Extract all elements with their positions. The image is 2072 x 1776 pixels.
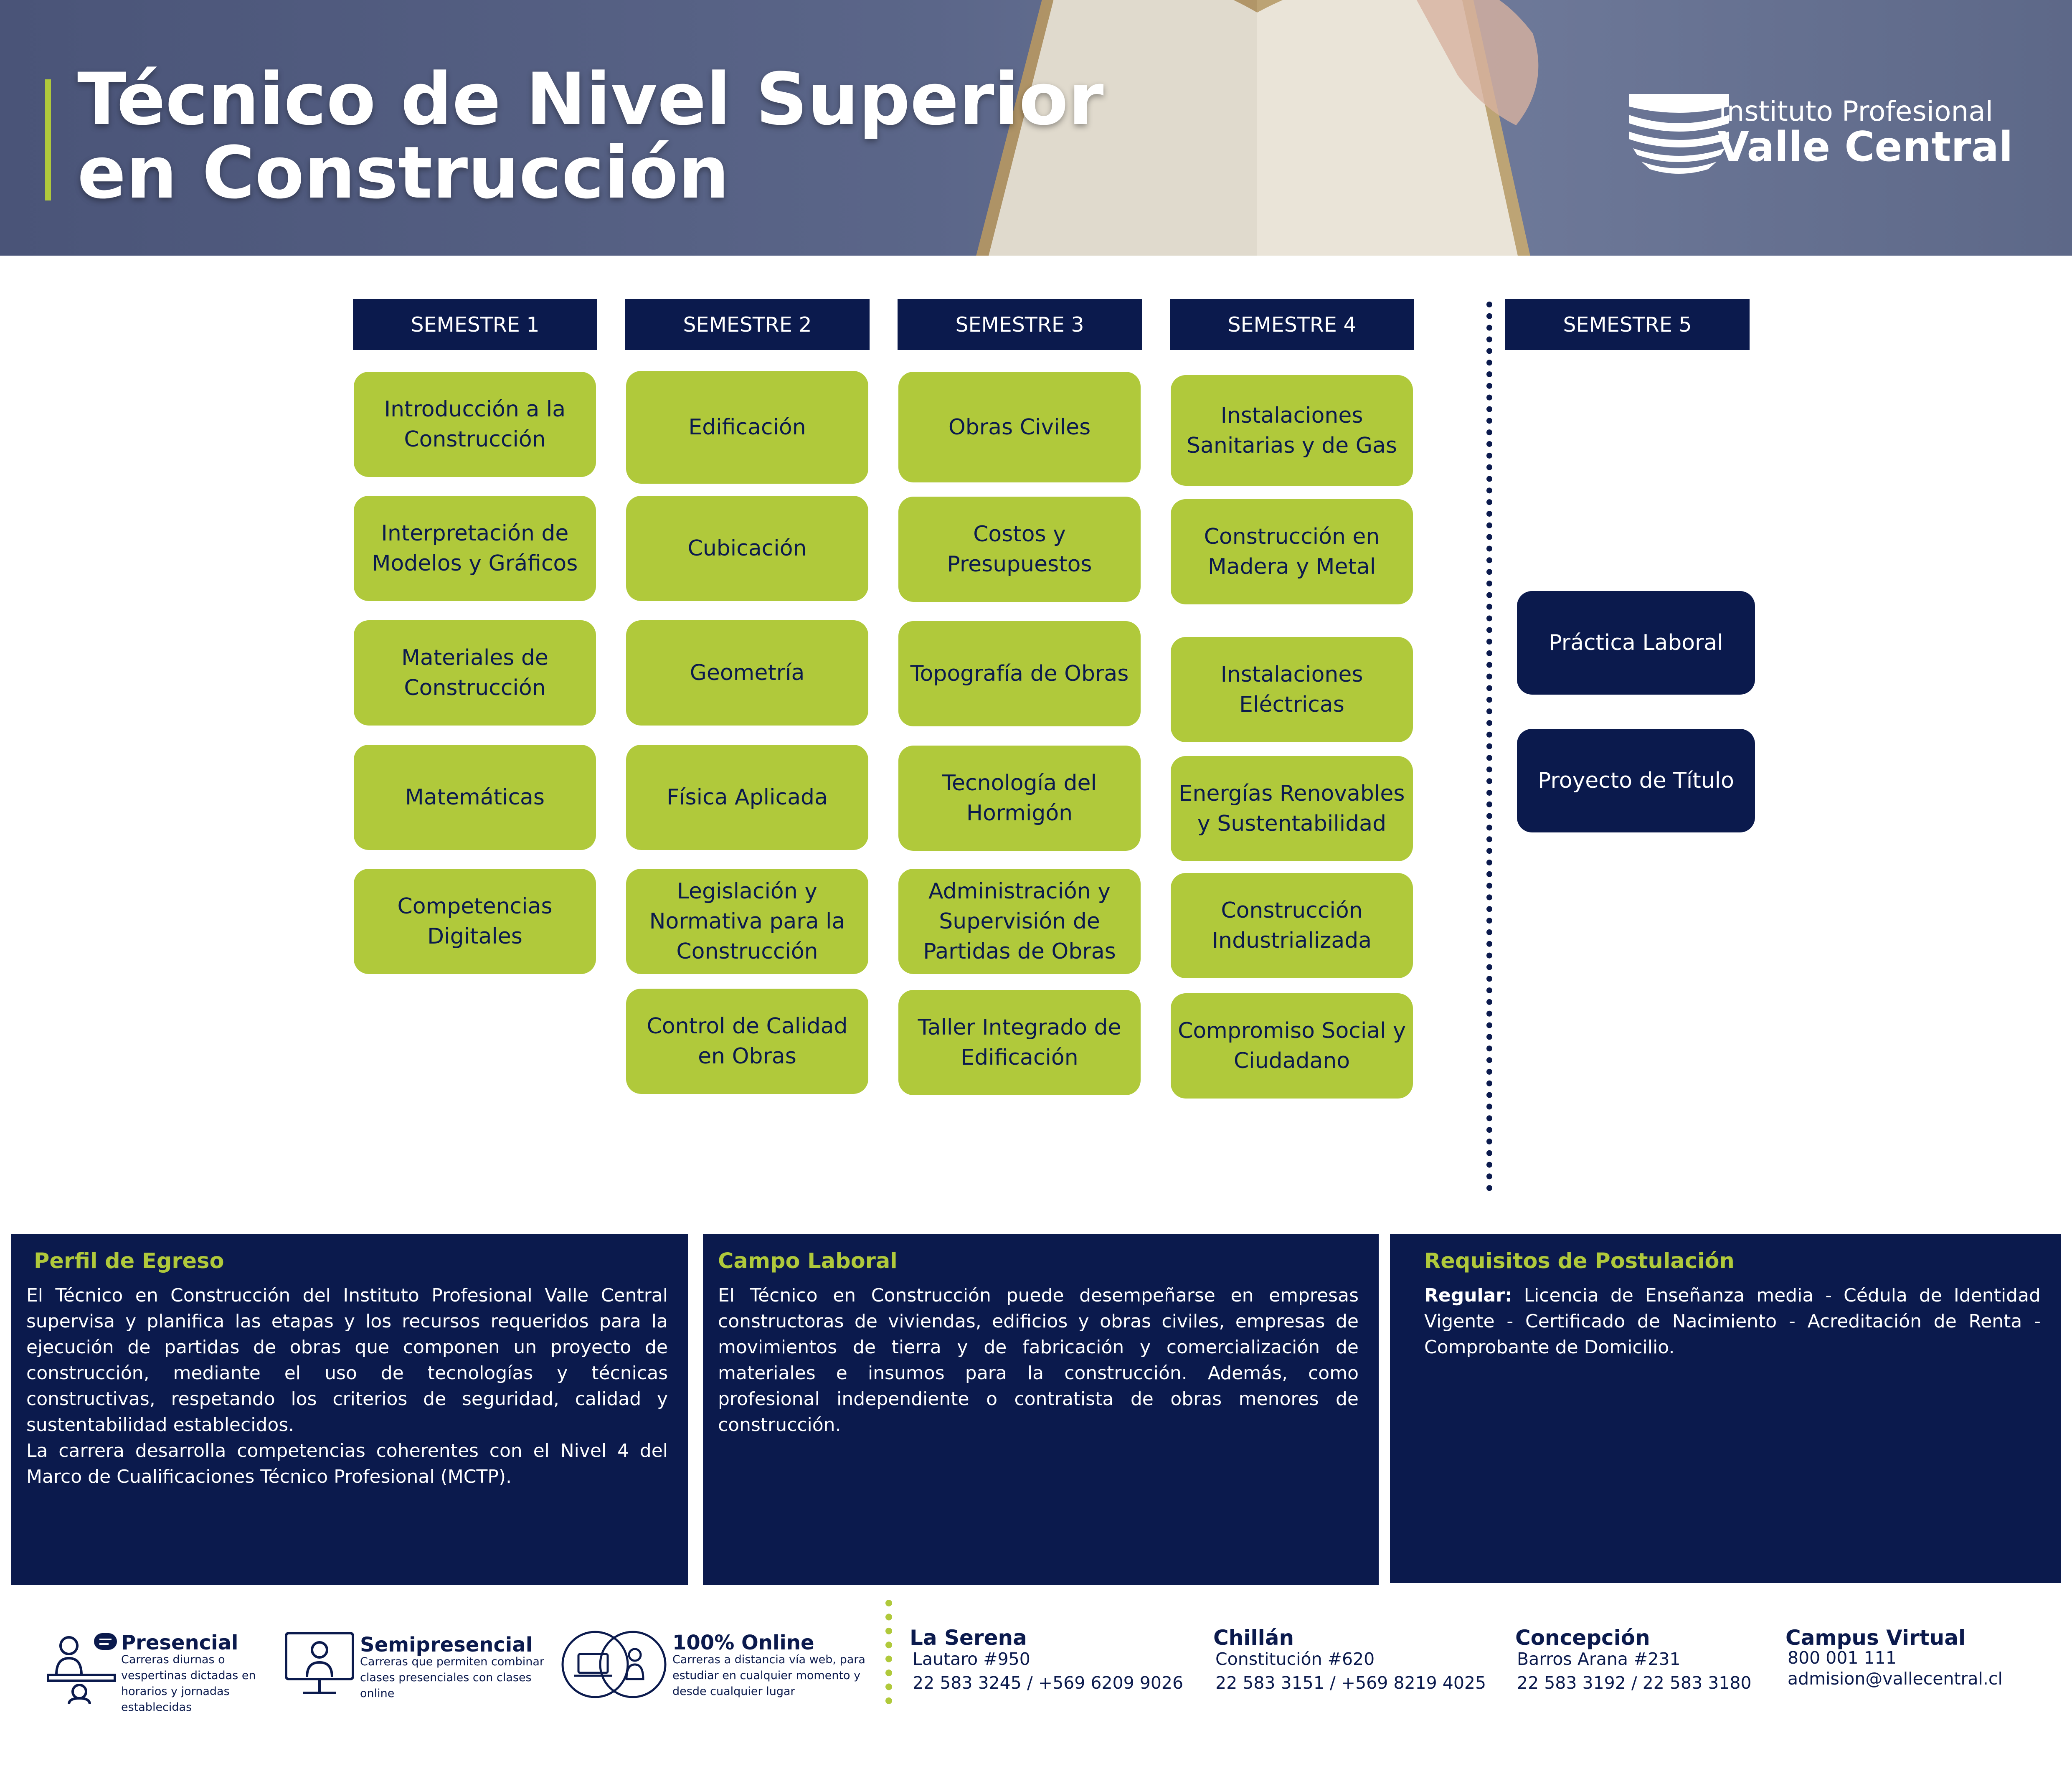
perfil-egreso-panel [11,1234,688,1585]
semipresencial-icon [284,1631,355,1700]
mode-online-title: 100% Online [672,1631,814,1654]
mode-semipresencial-title: Semipresencial [360,1633,533,1657]
logo-text-name: Valle Central [1717,123,2013,171]
footer-divider [885,1600,892,1704]
course-card: Taller Integrado de Edificación [898,990,1141,1095]
requisitos-label: Regular: [1424,1285,1512,1306]
page-title [77,57,1104,215]
header-banner [0,0,2072,256]
mode-presencial-title: Presencial [121,1631,238,1654]
campus-la-serena-name: La Serena [910,1626,1027,1650]
campus-chillan-phone: 22 583 3151 / +569 8219 4025 [1215,1673,1486,1693]
course-card: Instalaciones Sanitarias y de Gas [1171,375,1413,486]
course-card: Control de Calidad en Obras [626,989,868,1094]
requisitos-panel [1390,1234,2061,1583]
course-card: Edificación [626,371,868,484]
mode-semipresencial-desc: Carreras que permiten combinar clases presenciales con clases online [360,1655,545,1700]
perfil-egreso-text: El Técnico en Construcción del Instituto Profesional Valle Central supervisa y planifica las etapas y los recursos requeridos para la ejecución de partidas de obras que componen un proyecto de construcción, mediante el uso de tecnologías y técnicas constructivas, respetando los criterios de seguridad, calidad y sustentabilidad establecidos. [26,1285,668,1436]
course-card: Cubicación [626,496,868,601]
course-card: Matemáticas [354,745,596,850]
course-card: Interpretación de Modelos y Gráficos [354,496,596,601]
course-card: Construcción Industrializada [1171,873,1413,978]
course-card: Introducción a la Construcción [354,372,596,477]
campus-concepcion-phone: 22 583 3192 / 22 583 3180 [1517,1673,1752,1693]
requisitos-body: Licencia de Enseñanza media - Cédula de Identidad Vigente - Certificado de Nacimiento - Acreditación de Renta - Comprobante de Domicilio. [1424,1285,2041,1358]
title-line-2: en Construcción [77,131,730,215]
course-card: Geometría [626,620,868,726]
valle-central-logo-icon [1625,90,1733,180]
semester-3-header: SEMESTRE 3 [898,299,1142,350]
presencial-icon [44,1629,119,1704]
course-card: Obras Civiles [898,372,1141,482]
title-line-1: Técnico de Nivel Superior [77,57,1104,141]
mode-online-desc: Carreras a distancia vía web, para estudiar en cualquier momento y desde cualquier lugar [672,1653,865,1698]
online-icon [560,1629,668,1700]
mode-presencial-desc: Carreras diurnas o vespertinas dictadas en horarios y jornadas establecidas [121,1653,256,1714]
course-card: Instalaciones Eléctricas [1171,637,1413,742]
semester-5-header: SEMESTRE 5 [1505,299,1750,350]
campus-concepcion-address: Barros Arana #231 [1517,1649,1681,1669]
course-card: Construcción en Madera y Metal [1171,499,1413,604]
perfil-egreso-title: Perfil de Egreso [34,1249,224,1274]
course-card: Física Aplicada [626,745,868,850]
course-card: Topografía de Obras [898,621,1141,726]
requisitos-text [1405,1283,2041,1360]
semester-1-header: SEMESTRE 1 [353,299,597,350]
course-card: Energías Renovables y Sustentabilidad [1171,756,1413,861]
campo-laboral-panel [703,1234,1379,1585]
campo-laboral-title: Campo Laboral [718,1249,898,1274]
perfil-egreso-text-2: La carrera desarrolla competencias coherentes con el Nivel 4 del Marco de Cualificaciones Técnico Profesional (MCTP). [26,1440,668,1487]
campus-la-serena-phone: 22 583 3245 / +569 6209 9026 [913,1673,1184,1693]
course-card: Competencias Digitales [354,869,596,974]
course-card-practica: Práctica Laboral [1517,591,1755,695]
campus-virtual-email[interactable]: admision@vallecentral.cl [1788,1669,2003,1689]
course-card: Tecnología del Hormigón [898,746,1141,851]
campus-concepcion-name: Concepción [1515,1626,1650,1650]
campus-chillan-name: Chillán [1213,1626,1294,1650]
campus-virtual-phone: 800 001 111 [1788,1648,1897,1668]
course-card: Legislación y Normativa para la Construcción [626,869,868,974]
semester-2-header: SEMESTRE 2 [625,299,870,350]
course-card-proyecto: Proyecto de Título [1517,729,1755,832]
campus-chillan-address: Constitución #620 [1215,1649,1375,1669]
campus-la-serena-address: Lautaro #950 [913,1649,1030,1669]
course-card: Materiales de Construcción [354,620,596,726]
title-accent-bar [45,79,51,200]
course-card: Administración y Supervisión de Partidas de Obras [898,869,1141,974]
semester-4-header: SEMESTRE 4 [1170,299,1414,350]
course-card: Compromiso Social y Ciudadano [1171,993,1413,1099]
requisitos-title: Requisitos de Postulación [1424,1249,1735,1274]
campus-virtual-name: Campus Virtual [1785,1626,1966,1650]
campo-laboral-text: El Técnico en Construcción puede desempeñarse en empresas constructoras de viviendas, edificios y obras civiles, empresas de movimientos de tierra y de fabricación y comercialización de materiales e insumos para la construcción. Además, como profesional independiente o contratista de obras menores de construcción. [718,1285,1359,1436]
semester-divider [1486,302,1492,1191]
course-card: Costos y Presupuestos [898,497,1141,602]
logo-text-institute: Instituto Profesional [1719,95,1993,127]
